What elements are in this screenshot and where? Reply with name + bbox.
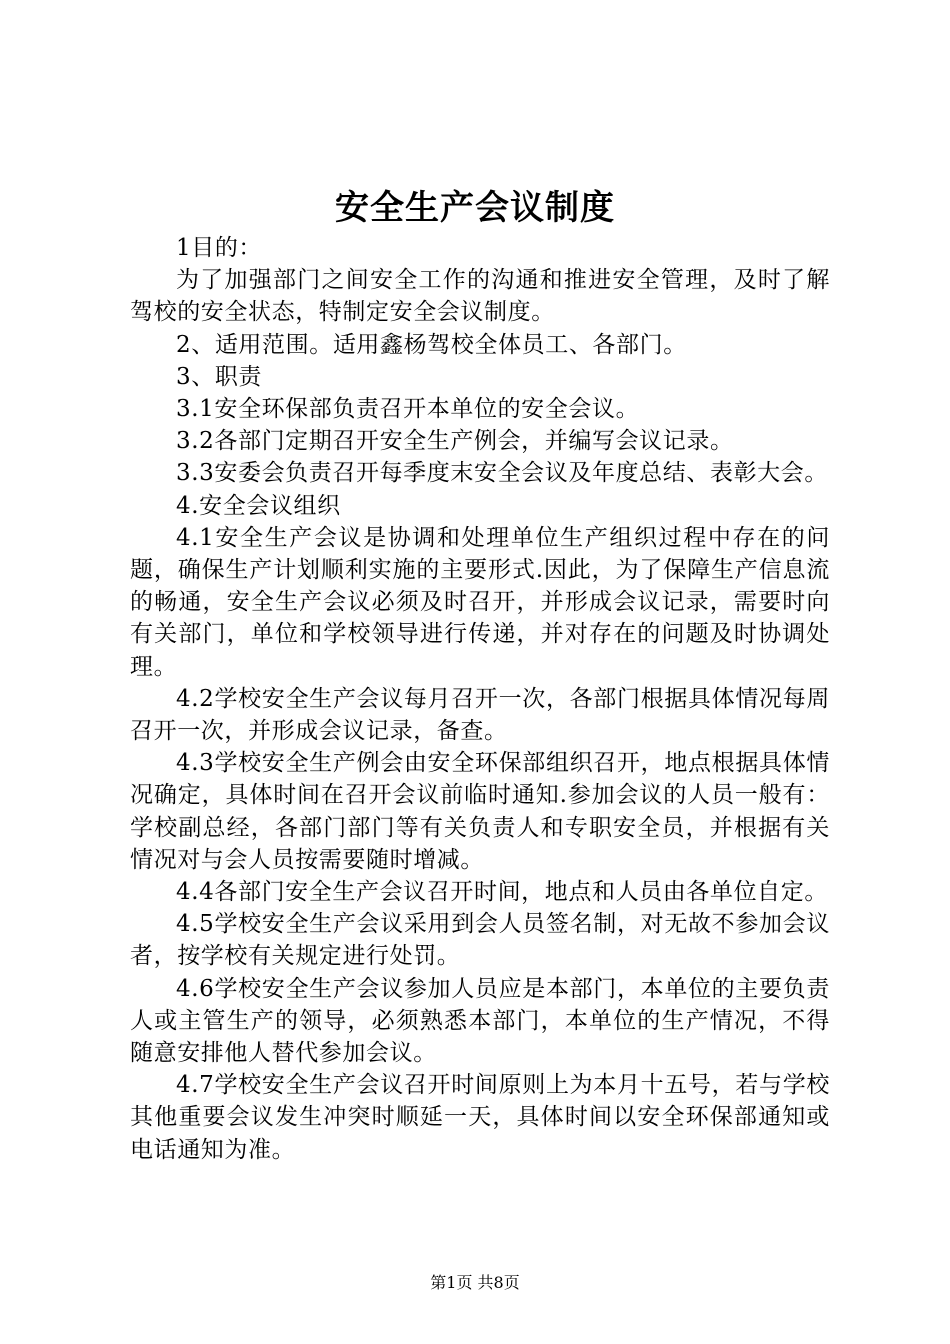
paragraph-duty-3-3: 3.3安委会负责召开每季度末安全会议及年度总结、表彰大会。 xyxy=(176,460,828,487)
paragraph-duties-heading: 3、职责 xyxy=(176,363,263,390)
paragraph-org-4-1: 4.1安全生产会议是协调和处理单位生产组织过程中存在的问题，确保生产计划顺利实施的主要形式.因此，为了保障生产信息流的畅通，安全生产会议必须及时召开，并形成会议记录，需要时向有关部门，单位和学校领导进行传递，并对存在的问题及时协调处理。 xyxy=(130,524,830,680)
paragraph-org-4-4: 4.4各部门安全生产会议召开时间，地点和人员由各单位自定。 xyxy=(176,879,828,906)
paragraph-org-4-3: 4.3学校安全生产例会由安全环保部组织召开，地点根据具体情况确定，具体时间在召开会议前临时通知.参加会议的人员一般有：学校副总经，各部门部门等有关负责人和专职安全员，并根据有关情况对与会人员按需要随时增减。 xyxy=(130,750,830,873)
document-title: 安全生产会议制度 xyxy=(335,188,615,228)
paragraph-purpose-heading: 1目的： xyxy=(176,235,263,261)
paragraph-duty-3-2: 3.2各部门定期召开安全生产例会，并编写会议记录。 xyxy=(176,428,734,455)
paragraph-org-4-7: 4.7学校安全生产会议召开时间原则上为本月十五号，若与学校其他重要会议发生冲突时顺延一天，具体时间以安全环保部通知或电话通知为准。 xyxy=(130,1072,830,1163)
document-body xyxy=(130,232,830,1166)
page-footer: 第1页 共8页 xyxy=(430,1273,520,1292)
paragraph-org-4-2: 4.2学校安全生产会议每月召开一次，各部门根据具体情况每周召开一次，并形成会议记录，备查。 xyxy=(130,685,830,745)
paragraph-org-4-6: 4.6学校安全生产会议参加人员应是本部门，本单位的主要负责人或主管生产的领导，必须熟悉本部门，本单位的生产情况，不得随意安排他人替代参加会议。 xyxy=(130,975,830,1067)
paragraph-purpose: 为了加强部门之间安全工作的沟通和推进安全管理，及时了解驾校的安全状态，特制定安全会议制度。 xyxy=(130,267,830,326)
paragraph-scope: 2、适用范围。适用鑫杨驾校全体员工、各部门。 xyxy=(176,331,687,358)
paragraph-org-4-5: 4.5学校安全生产会议采用到会人员签名制，对无故不参加会议者，按学校有关规定进行处罚。 xyxy=(130,911,830,970)
paragraph-duty-3-1: 3.1安全环保部负责召开本单位的安全会议。 xyxy=(176,396,640,423)
paragraph-organization-heading: 4.安全会议组织 xyxy=(176,492,341,519)
